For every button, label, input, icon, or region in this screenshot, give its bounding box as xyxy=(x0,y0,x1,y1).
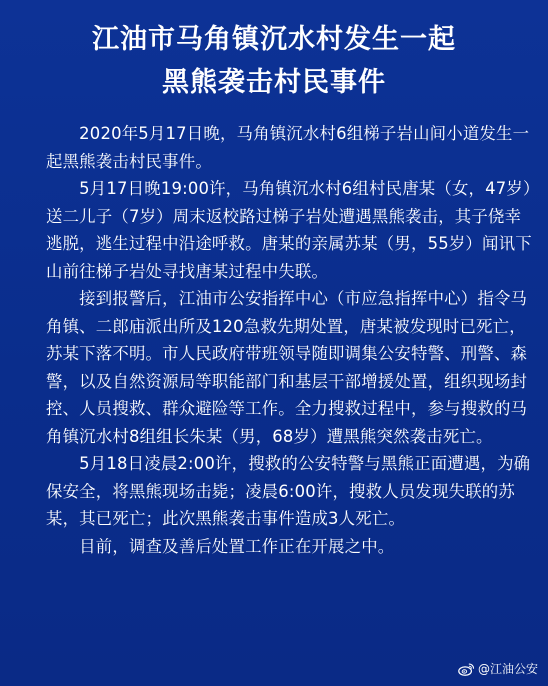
weibo-watermark xyxy=(458,660,538,677)
paragraph-2: 5月17日晚19:00许，马角镇沉水村6组村民唐某（女，47岁）送二儿子（7岁）周末返校路过梯子岩处遭遇黑熊袭击，其子侥幸逃脱，逃生过程中沿途呼救。唐某的亲属苏某（男，55岁）闻讯下山前往梯子岩处寻找唐某过程中失联。 xyxy=(46,179,532,281)
paragraph-3: 接到报警后，江油市公安指挥中心（市应急指挥中心）指令马角镇、二郎庙派出所及120急救先期处置，唐某被发现时已死亡，苏某下落不明。市人民政府带班领导随即调集公安特警、刑警、森警，以及自然资源局等职能部门和基层干部增援处置，组织现场封控、人员搜救、群众避险等工作。全力搜救过程中，参与搜救的马角镇沉水村8组组长朱某（男，68岁）遭黑熊突然袭击死亡。 xyxy=(46,289,528,446)
watermark-account: @江油公安 xyxy=(477,662,538,676)
paragraph-4: 5月18日凌晨2:00许，搜救的公安特警与黑熊正面遭遇，为确保安全，将黑熊现场击毙；凌晨6:00许，搜救人员发现失联的苏某，其已死亡；此次黑熊袭击事件造成3人死亡。 xyxy=(46,454,531,528)
weibo-icon xyxy=(458,662,475,676)
paragraph-5: 目前，调查及善后处置工作正在开展之中。 xyxy=(46,536,395,556)
announcement-body xyxy=(46,120,532,560)
title-line-2: 黑熊袭击村民事件 xyxy=(162,67,386,98)
paragraph-1: 2020年5月17日晚，马角镇沉水村6组梯子岩山间小道发生一起黑熊袭击村民事件。 xyxy=(46,124,530,171)
title-line-1: 江油市马角镇沉水村发生一起 xyxy=(92,24,456,55)
page-title xyxy=(0,18,548,104)
